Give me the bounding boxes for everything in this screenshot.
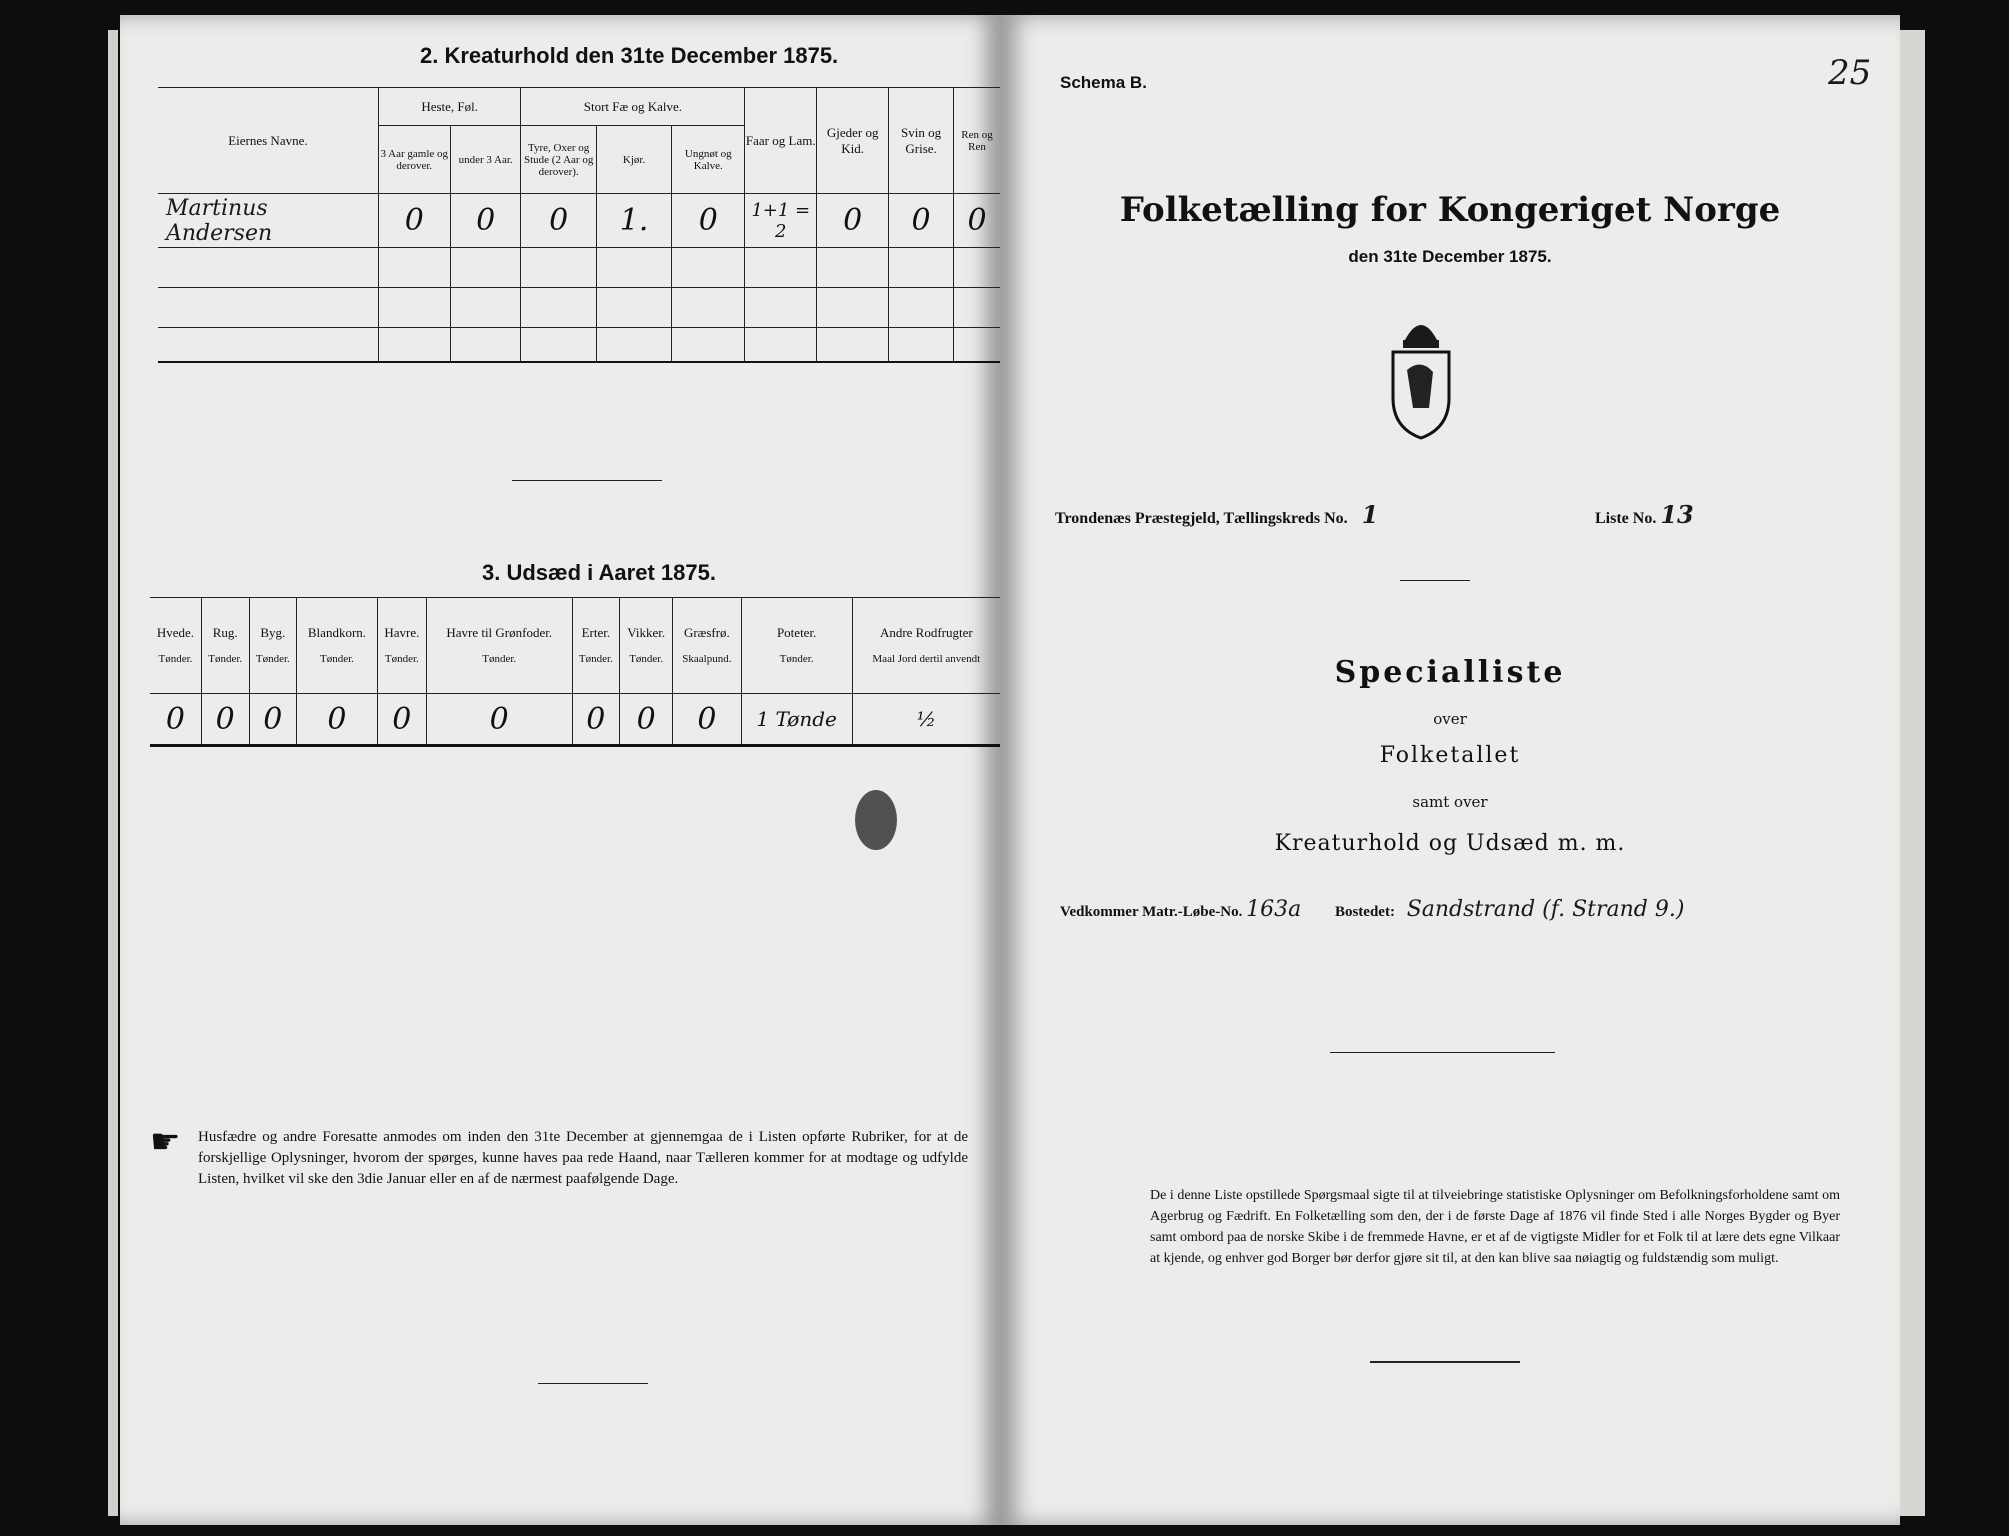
sowing-crop-name: Græsfrø.	[683, 624, 730, 640]
livestock-section-title: 2. Kreaturhold den 31te December 1875.	[420, 43, 839, 68]
sowing-crop-name: Vikker.	[627, 624, 666, 640]
district-number: 1	[1361, 500, 1379, 529]
sowing-value-cell: 0	[150, 694, 201, 746]
pointing-hand-icon: ☛	[150, 1122, 181, 1162]
sowing-crop-name: Andre Rodfrugter	[879, 624, 973, 640]
matr-number: 163a	[1246, 897, 1302, 922]
bulls-header: Tyre, Oxer og Stude (2 Aar og derover).	[521, 126, 596, 194]
census-title: Folketælling for Kongeriget Norge	[1119, 190, 1781, 230]
sowing-value-cell: 0	[620, 694, 673, 746]
reindeer-header: Ren og Ren	[954, 88, 1000, 194]
sowing-crop-name: Erter.	[581, 624, 611, 640]
left-page	[120, 15, 1000, 1525]
sowing-crop-unit: Tønder.	[482, 652, 517, 665]
list-number: 13	[1660, 500, 1694, 529]
reindeer-value: 0	[954, 194, 1000, 248]
cows-value: 1.	[596, 194, 671, 248]
notice-text: Husfædre og andre Foresatte anmodes om inden den 31te December at gjennemgaa de i Listen opførte Rubriker, for at de forskjellige Oplysninger, hvorom der spørges, kunne haves paa rede Haand, naar Tælleren kommer for at modtage og udfylde Listen, hvilket vil ske den 3die Januar eller en af de nærmest paafølgende Dage.	[198, 1129, 968, 1187]
sowing-column-header	[426, 598, 572, 694]
sowing-value-cell: 0	[572, 694, 620, 746]
sowing-value-cell: 0	[297, 694, 378, 746]
matr-line	[1060, 897, 1684, 922]
footer-text: De i denne Liste opstillede Spørgsmaal sigte til at tilveiebringe statistiske Oplysninger om Befolkningsforholdene samt om Agerbrug og Fædrift. En Folketælling som den, der i de første Dage af 1876 vil finde Sted i alle Norges Bygder og Byer samt ombord paa de norske Skibe i de fremmede Havne, er et af de vigtigste Midler for et Folk til at lære dets egne Vilkaar at kjende, og enhver god Borger bør derfor gjøre sit til, at den kan blive saa nøiagtig og fuldstændig som muligt.	[1150, 1188, 1840, 1266]
sowing-crop-unit: Tønder.	[208, 652, 243, 665]
page-number: 25	[1828, 53, 1872, 93]
horses-header: Heste, Føl.	[378, 88, 521, 126]
young-cattle-value: 0	[672, 194, 745, 248]
bosted-label: Bostedet:	[1334, 904, 1395, 920]
sowing-column-header	[673, 598, 741, 694]
sowing-column-header	[249, 598, 297, 694]
samt-over-label: samt over	[1412, 793, 1488, 811]
goats-value: 0	[817, 194, 889, 248]
bulls-value: 0	[521, 194, 596, 248]
list-line	[1595, 500, 1694, 529]
district-line	[1055, 500, 1378, 529]
sowing-value-cell: 0	[377, 694, 426, 746]
left-page-stack-edge	[108, 30, 118, 1516]
sowing-section-title: 3. Udsæd i Aaret 1875.	[482, 560, 716, 585]
footer-separator	[1370, 1361, 1520, 1363]
cows-header: Kjør.	[596, 126, 671, 194]
horses-old-value: 0	[378, 194, 450, 248]
sowing-crop-unit: Tønder.	[384, 652, 419, 665]
pigs-header: Svin og Grise.	[889, 88, 954, 194]
coat-of-arms-icon	[1385, 310, 1457, 440]
sowing-value-cell: 0	[426, 694, 572, 746]
sowing-column-header	[150, 598, 201, 694]
sowing-column-header	[572, 598, 620, 694]
mid-separator	[1330, 1052, 1555, 1053]
census-subtitle: den 31te December 1875.	[1348, 247, 1552, 266]
sheep-value: 1+1 = 2	[745, 194, 817, 248]
sowing-crop-unit: Tønder.	[255, 652, 290, 665]
sowing-column-header	[852, 598, 1000, 694]
list-label: Liste No.	[1595, 510, 1657, 527]
horses-young-value: 0	[450, 194, 521, 248]
sowing-crop-unit: Tønder.	[779, 652, 814, 665]
sowing-column-header	[297, 598, 378, 694]
sowing-crop-name: Blandkorn.	[307, 624, 367, 640]
right-page	[1000, 15, 1900, 1525]
kreaturhold-label: Kreaturhold og Udsæd m. m.	[1274, 831, 1626, 856]
sowing-column-header	[741, 598, 852, 694]
pigs-value: 0	[889, 194, 954, 248]
sowing-crop-name: Havre.	[384, 624, 420, 640]
sowing-crop-name: Byg.	[260, 624, 286, 640]
sowing-column-header	[377, 598, 426, 694]
schema-label: Schema B.	[1060, 73, 1147, 92]
bosted-value: Sandstrand (f. Strand 9.)	[1406, 897, 1685, 922]
heading-separator	[1400, 580, 1470, 581]
sowing-value-cell: 0	[673, 694, 741, 746]
sowing-crop-unit: Skaalpund.	[682, 652, 732, 665]
over-label: over	[1433, 710, 1467, 728]
owner-name-cell: Martinus Andersen	[158, 194, 378, 248]
separator-line	[512, 480, 662, 481]
horses-old-header: 3 Aar gamle og derover.	[378, 126, 450, 194]
cattle-header: Stort Fæ og Kalve.	[521, 88, 745, 126]
sowing-crop-name: Hvede.	[156, 624, 195, 640]
horses-young-header: under 3 Aar.	[450, 126, 521, 194]
sowing-value-cell: ½	[852, 694, 1000, 746]
young-cattle-header: Ungnøt og Kalve.	[672, 126, 745, 194]
ink-blot	[855, 790, 897, 850]
sowing-crop-name: Rug.	[212, 624, 238, 640]
sowing-column-header	[620, 598, 673, 694]
sheep-header: Faar og Lam.	[745, 88, 817, 194]
district-label: Trondenæs Præstegjeld, Tællingskreds No.	[1055, 510, 1348, 527]
sowing-table	[150, 597, 1000, 747]
sowing-crop-unit: Tønder.	[158, 652, 193, 665]
livestock-table	[158, 87, 1000, 363]
bottom-separator	[538, 1383, 648, 1384]
goats-header: Gjeder og Kid.	[817, 88, 889, 194]
sowing-value-cell: 1 Tønde	[741, 694, 852, 746]
specialliste-heading: Specialliste	[1334, 655, 1566, 690]
sowing-column-header	[201, 598, 249, 694]
sowing-crop-unit: Tønder.	[629, 652, 664, 665]
sowing-value-cell: 0	[201, 694, 249, 746]
sowing-crop-unit: Tønder.	[578, 652, 613, 665]
matr-label: Vedkommer Matr.-Løbe-No.	[1060, 904, 1243, 920]
sowing-crop-name: Poteter.	[776, 624, 817, 640]
sowing-crop-unit: Tønder.	[320, 652, 354, 665]
folketallet-label: Folketallet	[1379, 743, 1521, 768]
sowing-crop-name: Havre til Grønfoder.	[446, 624, 553, 640]
sowing-crop-unit: Maal Jord dertil anvendt	[872, 652, 981, 665]
owner-name-header: Eiernes Navne.	[158, 88, 378, 194]
sowing-value-cell: 0	[249, 694, 297, 746]
